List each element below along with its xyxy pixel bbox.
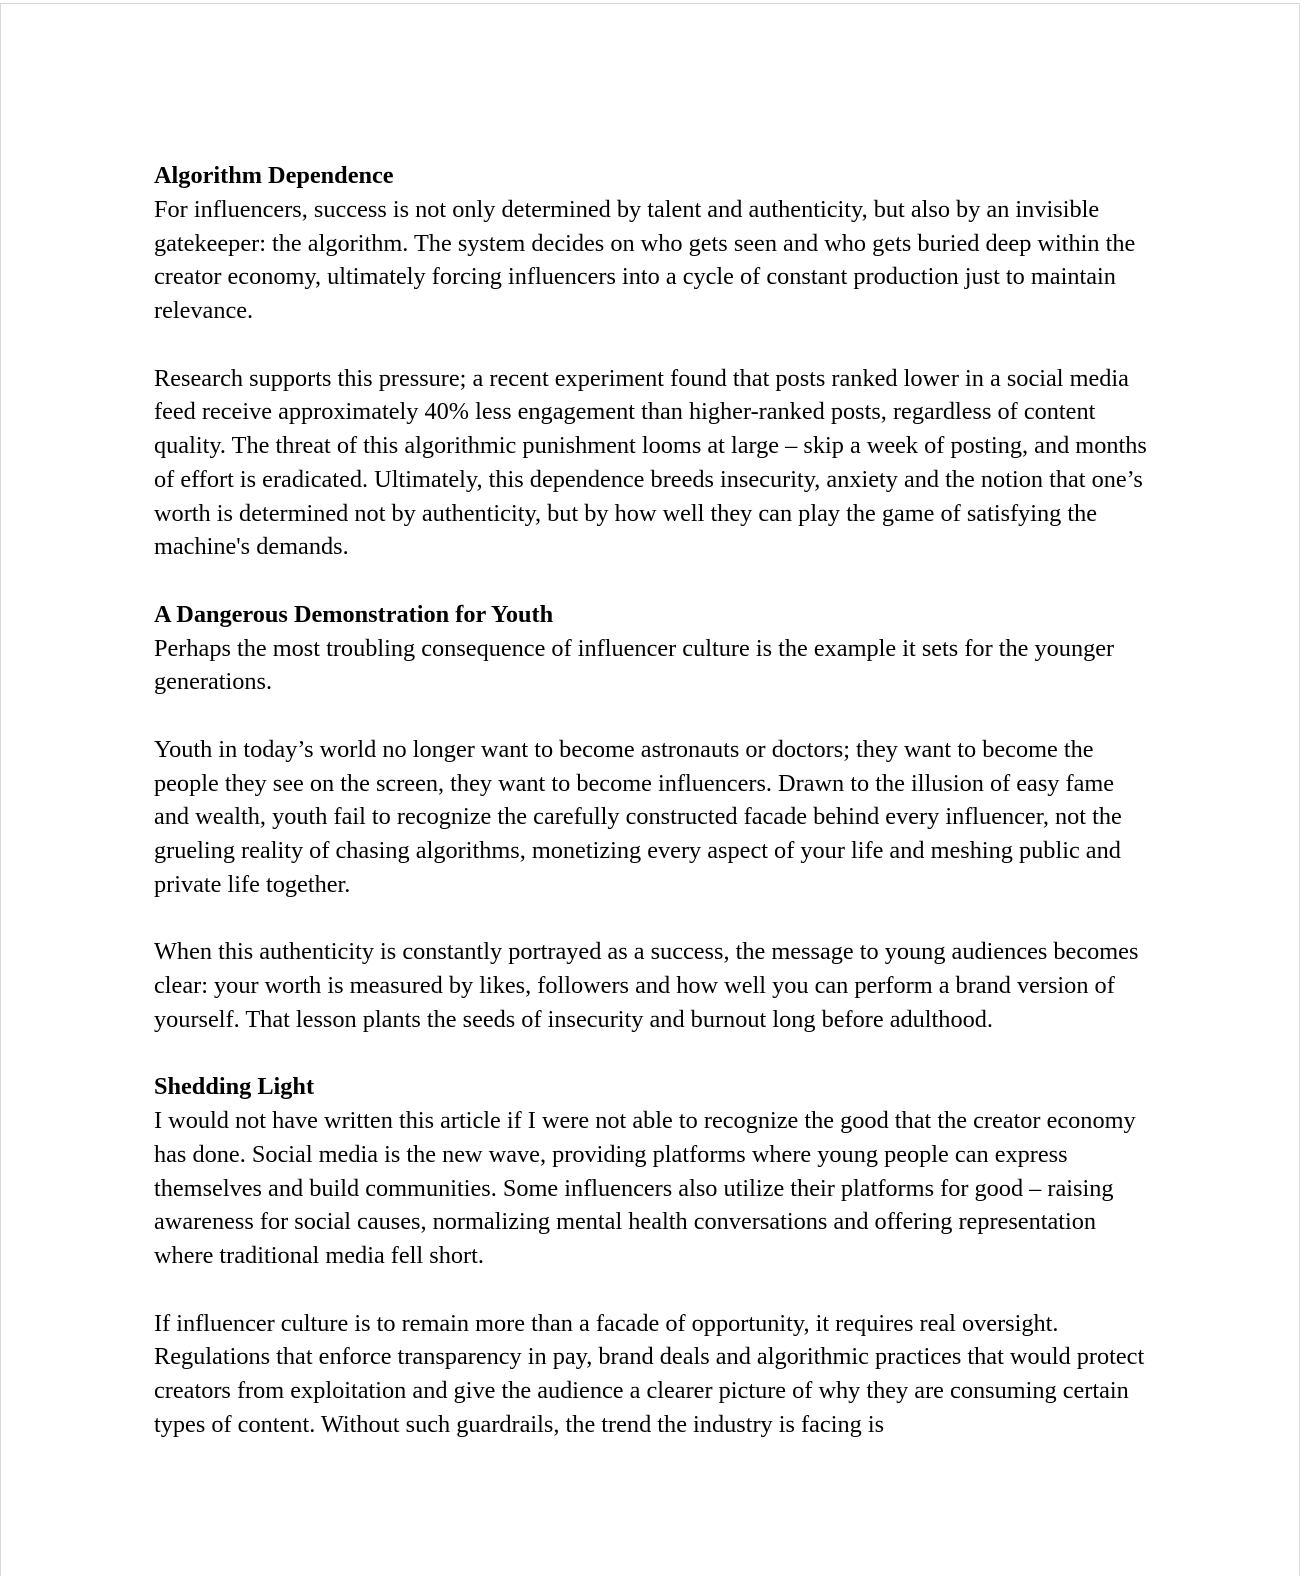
paragraph: Research supports this pressure; a recent experiment found that posts ranked lower in a social media feed receive approximately 40% less engagement than higher-ranked posts, regardless of content quality. The threat of this algorithmic punishment looms at large – skip a week of posting, and months of effort is eradicated. Ultimately, this dependence breeds insecurity, anxiety and the notion that one’s worth is determined not by authenticity, but by how well they can play the game of satisfying the machine's demands. [154,364,1147,561]
paragraph: I would not have written this article if I were not able to recognize the good that the creator economy has done. Social media is the new wave, providing platforms where young people can express themselves and build communities. Some influencers also utilize their platforms for good – raising awareness for social causes, normalizing mental health conversations and offering representation where traditional media fell short. [154,1107,1136,1269]
paragraph-block [154,935,1154,1036]
document-page [0,3,1300,1576]
paragraph: When this authenticity is constantly portrayed as a success, the message to young audiences becomes clear: your worth is measured by likes, followers and how well you can perform a brand version of yourself. That lesson plants the seeds of insecurity and burnout long before adulthood. [154,938,1139,1033]
section-shedding-light [154,1070,1154,1273]
paragraph: Perhaps the most troubling consequence of influencer culture is the example it sets for the younger generations. [154,634,1115,696]
section-dangerous-demonstration [154,598,1154,699]
document-body [154,159,1154,1475]
section-heading: Algorithm Dependence [154,162,394,189]
paragraph-block [154,362,1154,565]
section-heading: A Dangerous Demonstration for Youth [154,600,554,628]
paragraph-block [154,733,1154,902]
section-heading: Shedding Light [154,1073,315,1101]
paragraph-block [154,1307,1154,1442]
paragraph: For influencers, success is not only determined by talent and authenticity, but also by an invisible gatekeeper: the algorithm. The system decides on who gets seen and who gets buried deep within the creator economy, ultimately forcing influencers into a cycle of constant production just to maintain relevance. [154,195,1136,324]
paragraph: If influencer culture is to remain more than a facade of opportunity, it requires real oversight. Regulations that enforce transparency in pay, brand deals and algorithmic practices that would protect creators from exploitation and give the audience a clearer picture of why they are consuming certain types of content. Without such guardrails, the trend the industry is facing is [154,1309,1145,1438]
paragraph: Youth in today’s world no longer want to become astronauts or doctors; they want to become the people they see on the screen, they want to become influencers. Drawn to the illusion of easy fame and wealth, youth fail to recognize the carefully constructed facade behind every influencer, not the grueling reality of chasing algorithms, monetizing every aspect of your life and meshing public and private life together. [154,735,1122,898]
section-algorithm-dependence [154,159,1154,328]
